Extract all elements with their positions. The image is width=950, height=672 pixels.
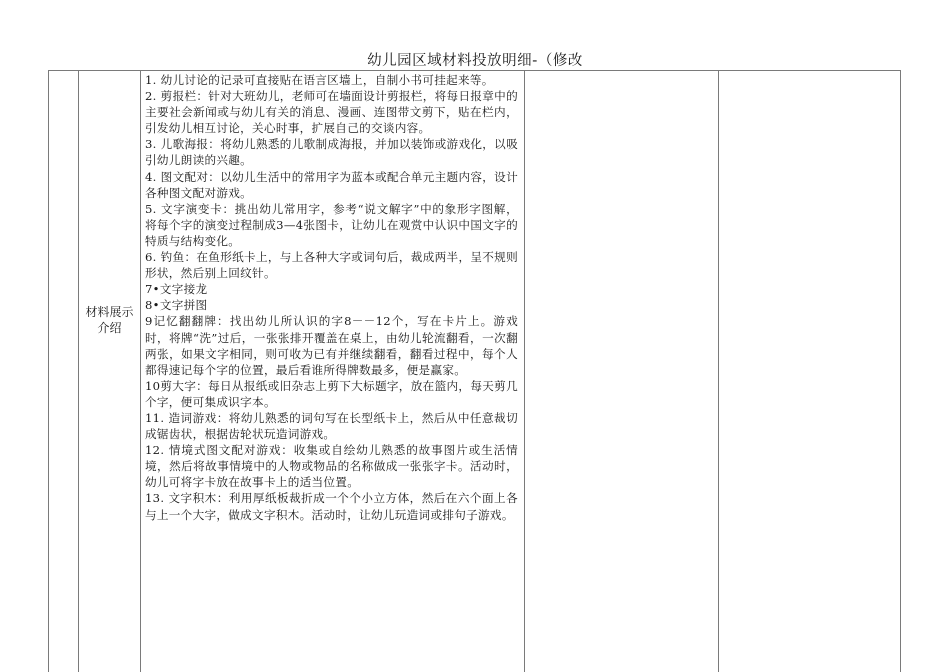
list-item: 9记忆翻翻牌：找出幼儿所认识的字8－－12个，写在卡片上。游戏时，将牌“洗”过后，一张张排开覆盖在桌上，由幼儿轮流翻看，一次翻两张，如果文字相同，则可收为已有并继续翻看，翻看过程中，每个人都得速记每个字的位置，最后看谁所得牌数最多，便是赢家。 [145, 314, 518, 377]
list-item: 3. 儿歌海报：将幼儿熟悉的儿歌制成海报，并加以装饰或游戏化，以吸引幼儿朗读的兴趣。 [145, 137, 518, 168]
list-item: 5. 文字演变卡：挑出幼儿常用字，参考“说文解字”中的象形字图解，将每个字的演变过程制成3—4张图卡，让幼儿在观赏中认识中国文字的特质与结构变化。 [145, 201, 518, 248]
list-item: 7•文字接龙 [145, 282, 208, 297]
list-item: 1. 幼儿讨论的记录可直接贴在语言区墙上，自制小书可挂起来等。 [145, 73, 494, 87]
list-item: 10剪大字：每日从报纸或旧杂志上剪下大标题字，放在篮内，每天剪几个字，便可集成识字本。 [145, 378, 518, 409]
list-item: 13. 文字积木：利用厚纸板裁折成一个个小立方体，然后在六个面上各与上一个大字，做成文字积木。活动时，让幼儿玩造词或排句子游戏。 [145, 491, 518, 522]
list-item: 4. 图文配对：以幼儿生活中的常用字为蓝本或配合单元主题内容，设计各种图文配对游戏。 [145, 169, 518, 200]
empty-cell-index [49, 71, 79, 672]
empty-cell-remarks [719, 71, 901, 672]
row-label: 材料展示介绍 [85, 304, 134, 335]
item-list [141, 71, 524, 523]
list-item: 12. 情境式图文配对游戏：收集或自绘幼儿熟悉的故事图片或生活情境，然后将故事情境中的人物或物品的名称做成一张张字卡。活动时，幼儿可将字卡放在故事卡上的适当位置。 [145, 443, 518, 490]
row-label-cell [79, 71, 141, 672]
empty-cell-notes [525, 71, 719, 672]
content-cell [141, 71, 525, 672]
page-title: 幼儿园区域材料投放明细-（修改 [367, 53, 583, 69]
table-row [49, 71, 901, 672]
materials-table [48, 70, 901, 672]
list-item: 2. 剪报栏：针对大班幼儿，老师可在墙面设计剪报栏，将每日报章中的主要社会新闻或与幼儿有关的消息、漫画、连图带文剪下，贴在栏内，引发幼儿相互讨论，关心时事，扩展自己的交谈内容。 [145, 89, 518, 136]
list-item: 8•文字拼图 [145, 298, 208, 313]
list-item: 11. 造词游戏：将幼儿熟悉的词句写在长型纸卡上，然后从中任意裁切成锯齿状，根据齿轮状玩造词游戏。 [145, 410, 518, 442]
list-item: 6. 钓鱼：在鱼形纸卡上，与上各种大字或词句后，裁成两半，呈不规则形状，然后别上回纹针。 [145, 250, 518, 281]
